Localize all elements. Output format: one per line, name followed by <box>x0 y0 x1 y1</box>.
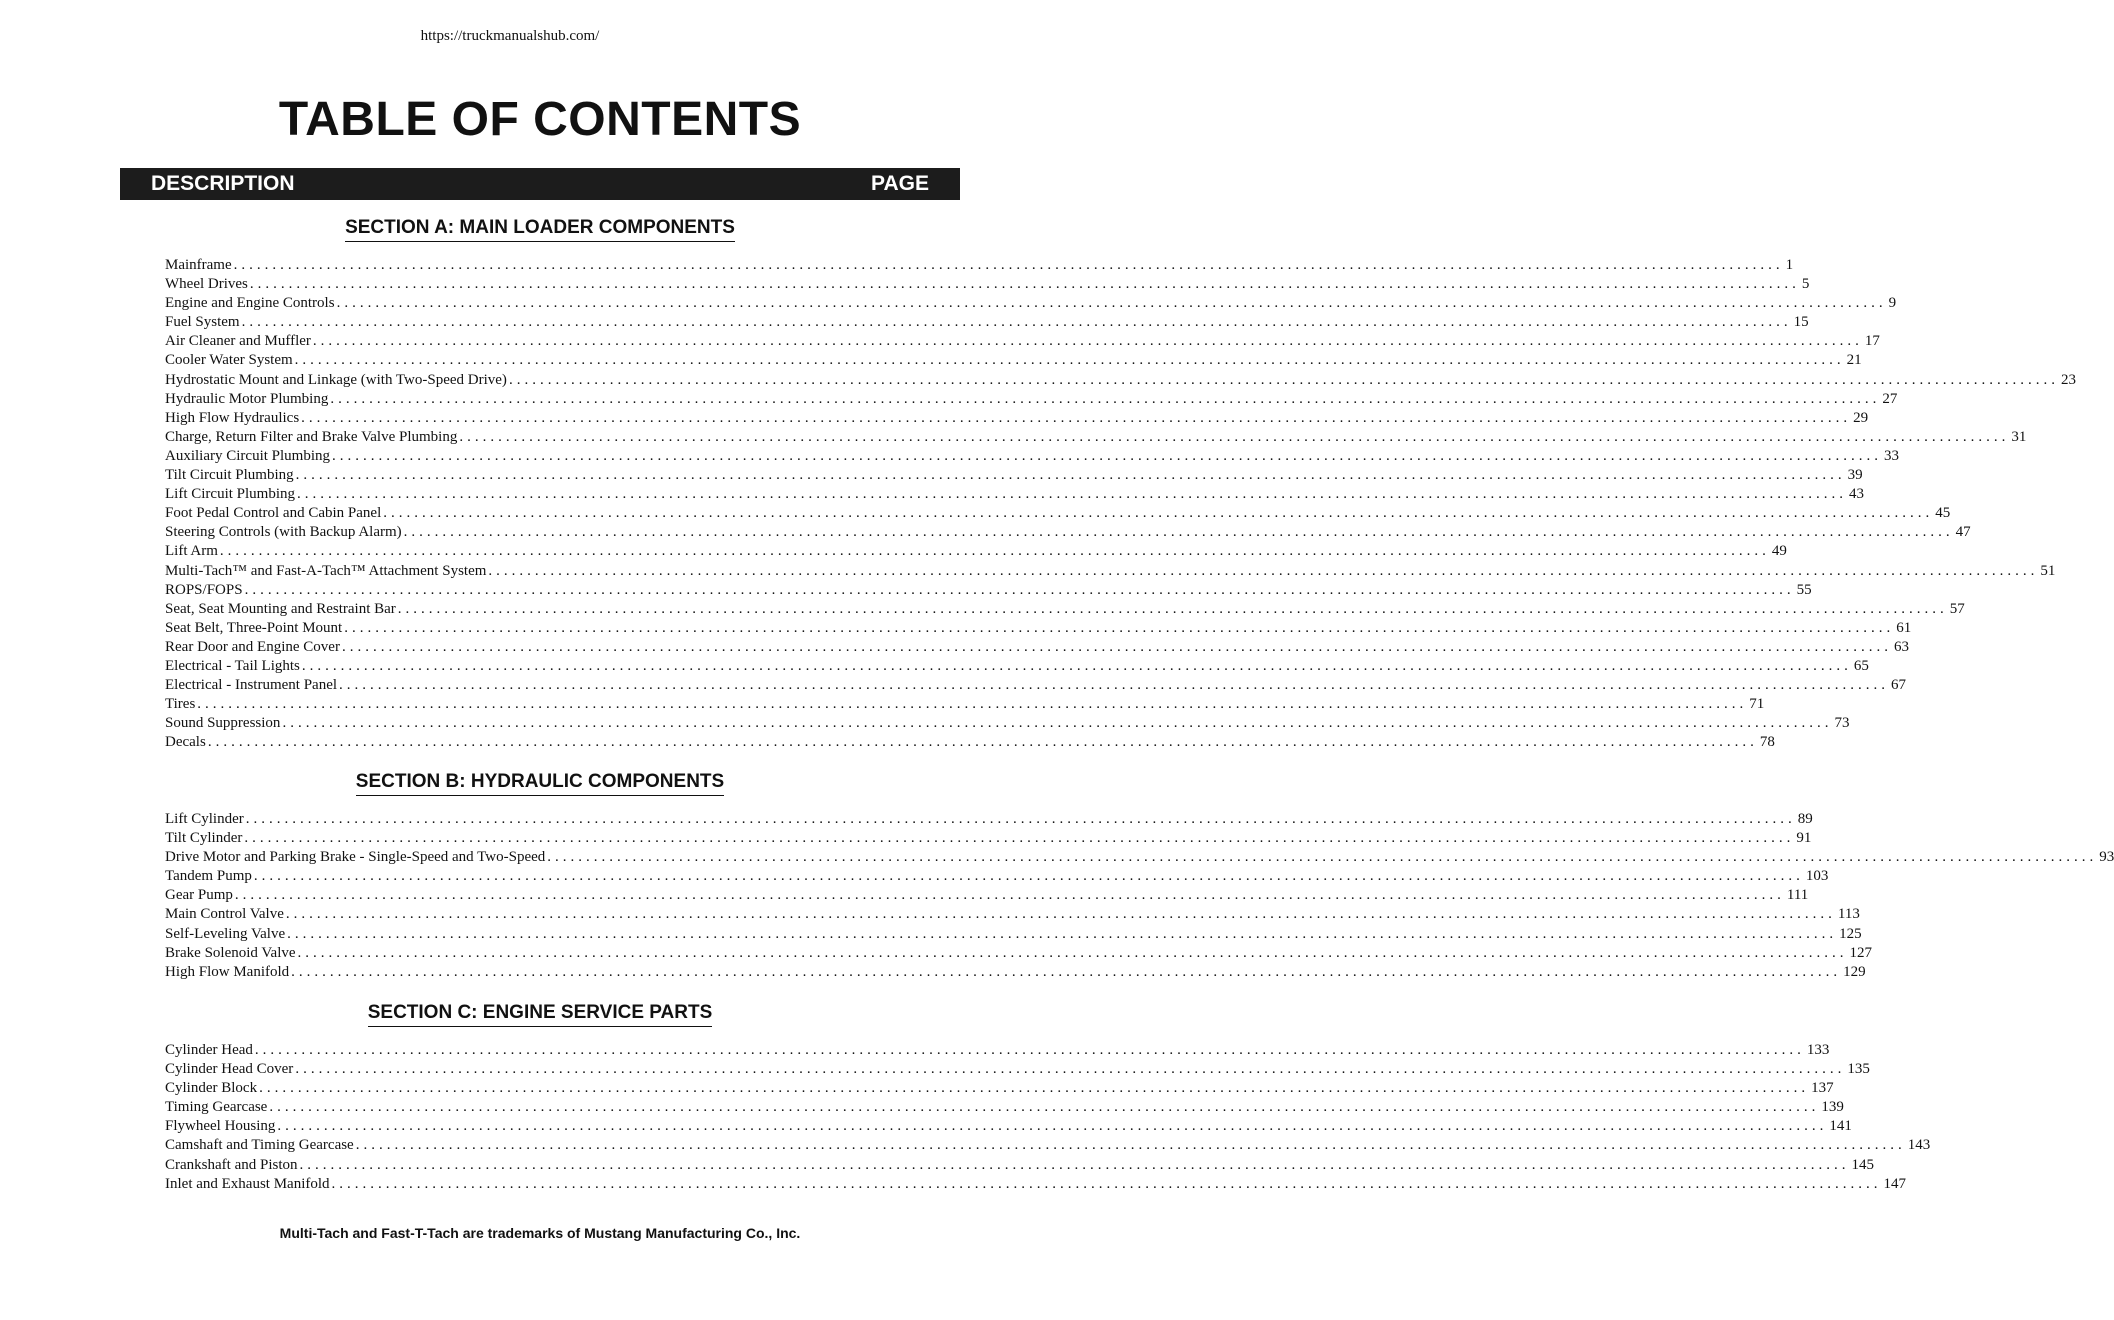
section-c-title: SECTION C: ENGINE SERVICE PARTS <box>0 1002 1080 1024</box>
toc-entry[interactable] <box>165 1079 1834 1098</box>
toc-entry[interactable] <box>165 1098 1844 1117</box>
toc-entry-page: 43 <box>1849 486 1864 503</box>
toc-entry-label: Cylinder Head Cover <box>165 1061 294 1078</box>
toc-entry[interactable] <box>165 695 1765 714</box>
dot-leader: ........................................................................................................................................................................................................ <box>383 505 1934 522</box>
toc-entry[interactable] <box>165 371 2076 390</box>
toc-entry-label: Electrical - Tail Lights <box>165 657 300 674</box>
dot-leader: ........................................................................................................................................................................................................ <box>254 1042 1805 1058</box>
toc-entry[interactable] <box>165 428 2027 447</box>
dot-leader: ........................................................................................................................................................................................................ <box>488 562 2039 579</box>
toc-entry[interactable] <box>165 1117 1852 1136</box>
toc-entry-label: Charge, Return Filter and Brake Valve Plumbing <box>165 428 458 445</box>
dot-leader: ........................................................................................................................................................................................................ <box>297 944 1848 961</box>
toc-entry[interactable] <box>165 1175 1907 1194</box>
toc-entry[interactable] <box>165 523 1971 542</box>
dot-leader: ........................................................................................................................................................................................................ <box>234 887 1785 904</box>
toc-entry[interactable] <box>165 1136 1931 1155</box>
toc-entry[interactable] <box>165 925 1862 944</box>
dot-leader: ........................................................................................................................................................................................................ <box>459 428 2010 445</box>
section-b-list <box>165 810 2114 982</box>
toc-entry[interactable] <box>165 504 1951 523</box>
toc-entry-label: Tires <box>165 696 196 713</box>
toc-entry-page: 23 <box>2060 371 2076 388</box>
toc-entry-label: Crankshaft and Piston <box>165 1156 298 1173</box>
toc-entry[interactable] <box>165 332 1880 351</box>
toc-entry-page: 133 <box>1806 1042 1830 1058</box>
toc-entry[interactable] <box>165 313 1809 332</box>
toc-entry-label: Foot Pedal Control and Cabin Panel <box>165 505 382 522</box>
toc-entry-label: High Flow Hydraulics <box>165 409 300 426</box>
toc-entry-page: 63 <box>1893 638 1909 655</box>
toc-entry-page: 9 <box>1888 295 1897 312</box>
toc-entry-page: 65 <box>1853 657 1869 674</box>
dot-leader: ........................................................................................................................................................................................................ <box>331 1175 1882 1192</box>
toc-entry-page: 5 <box>1801 276 1810 293</box>
toc-entry-page: 125 <box>1839 925 1862 942</box>
dot-leader: ........................................................................................................................................................................................................ <box>245 811 1796 827</box>
toc-entry-page: 143 <box>1907 1137 1931 1154</box>
toc-entry[interactable] <box>165 466 1863 485</box>
toc-entry-page: 135 <box>1847 1061 1870 1078</box>
toc-entry-label: Cylinder Block <box>165 1080 258 1097</box>
toc-entry[interactable] <box>165 390 1898 409</box>
toc-entry-page: 113 <box>1837 906 1860 923</box>
toc-entry-label: Gear Pump <box>165 887 233 904</box>
dot-leader: ........................................................................................................................................................................................................ <box>244 830 1795 847</box>
toc-entry-label: Sound Suppression <box>165 715 281 732</box>
toc-entry[interactable] <box>165 848 2114 867</box>
toc-entry-page: 45 <box>1935 505 1951 522</box>
dot-leader: ........................................................................................................................................................................................................ <box>341 638 1892 655</box>
toc-entry-label: Cylinder Head <box>165 1042 253 1058</box>
dot-leader: ........................................................................................................................................................................................................ <box>285 906 1836 923</box>
toc-entry[interactable] <box>165 905 1860 924</box>
dot-leader: ........................................................................................................................................................................................................ <box>282 715 1833 732</box>
dot-leader: ........................................................................................................................................................................................................ <box>344 619 1895 636</box>
toc-entry-page: 139 <box>1821 1099 1844 1116</box>
toc-entry-label: Seat, Seat Mounting and Restraint Bar <box>165 600 396 617</box>
dot-leader: ........................................................................................................................................................................................................ <box>219 543 1770 560</box>
toc-entry-label: Rear Door and Engine Cover <box>165 638 340 655</box>
toc-entry-page: 111 <box>1786 887 1809 904</box>
toc-entry-page: 55 <box>1796 581 1812 598</box>
toc-entry-page: 1 <box>1785 257 1794 273</box>
toc-entry-label: Tilt Circuit Plumbing <box>165 467 294 484</box>
toc-entry-label: Timing Gearcase <box>165 1099 268 1116</box>
toc-entry-label: Fuel System <box>165 314 240 331</box>
toc-entry-page: 33 <box>1884 447 1899 464</box>
toc-entry-label: Mainframe <box>165 257 232 273</box>
dot-leader: ........................................................................................................................................................................................................ <box>259 1080 1810 1097</box>
dot-leader: ........................................................................................................................................................................................................ <box>295 1061 1846 1078</box>
toc-entry-label: Inlet and Exhaust Manifold <box>165 1175 330 1192</box>
toc-entry[interactable] <box>165 1041 1830 1060</box>
toc-entry[interactable] <box>165 657 1869 676</box>
toc-entry[interactable] <box>165 447 1899 466</box>
toc-entry-label: Electrical - Instrument Panel <box>165 677 338 694</box>
dot-leader: ........................................................................................................................................................................................................ <box>233 257 1784 273</box>
dot-leader: ........................................................................................................................................................................................................ <box>339 677 1890 694</box>
dot-leader: ........................................................................................................................................................................................................ <box>207 734 1758 751</box>
dot-leader: ........................................................................................................................................................................................................ <box>291 963 1842 980</box>
toc-entry[interactable] <box>165 1156 1874 1175</box>
toc-entry-page: 15 <box>1793 314 1809 331</box>
dot-leader: ........................................................................................................................................................................................................ <box>336 295 1887 312</box>
toc-entry-page: 67 <box>1891 677 1907 694</box>
toc-entry[interactable] <box>165 562 2056 581</box>
toc-entry-page: 47 <box>1955 524 1971 541</box>
toc-entry[interactable] <box>165 714 1850 733</box>
toc-entry-page: 145 <box>1851 1156 1874 1173</box>
toc-entry-label: ROPS/FOPS <box>165 581 243 598</box>
dot-leader: ........................................................................................................................................................................................................ <box>241 314 1792 331</box>
toc-entry-page: 103 <box>1805 868 1829 885</box>
toc-entry-label: Air Cleaner and Muffler <box>165 333 311 350</box>
page-column-label: PAGE <box>871 172 929 195</box>
toc-entry-label: Decals <box>165 734 206 751</box>
section-c-list <box>165 1041 1931 1194</box>
dot-leader: ........................................................................................................................................................................................................ <box>253 868 1804 885</box>
section-a-title: SECTION A: MAIN LOADER COMPONENTS <box>0 217 1080 239</box>
toc-entry-page: 73 <box>1834 715 1850 732</box>
toc-entry-label: Lift Circuit Plumbing <box>165 486 295 503</box>
dot-leader: ........................................................................................................................................................................................................ <box>294 352 1845 369</box>
toc-entry-label: Multi-Tach™ and Fast-A-Tach™ Attachment System <box>165 562 487 579</box>
toc-entry-page: 93 <box>2099 849 2114 866</box>
toc-entry-label: Hydraulic Motor Plumbing <box>165 390 329 407</box>
source-url[interactable]: https://truckmanualshub.com/ <box>420 28 600 44</box>
toc-entry-label: Steering Controls (with Backup Alarm) <box>165 524 402 541</box>
toc-entry-label: Auxiliary Circuit Plumbing <box>165 447 330 464</box>
toc-entry-label: Tandem Pump <box>165 868 252 885</box>
dot-leader: ........................................................................................................................................................................................................ <box>330 390 1881 407</box>
dot-leader: ........................................................................................................................................................................................................ <box>301 657 1852 674</box>
toc-entry[interactable] <box>165 829 1812 848</box>
toc-entry-label: Flywheel Housing <box>165 1118 276 1135</box>
dot-leader: ........................................................................................................................................................................................................ <box>277 1118 1828 1135</box>
toc-entry[interactable] <box>165 638 1909 657</box>
toc-entry-page: 71 <box>1749 696 1765 713</box>
toc-entry-page: 17 <box>1864 333 1880 350</box>
toc-entry[interactable] <box>165 963 1866 982</box>
toc-entry[interactable] <box>165 294 1897 313</box>
toc-entry-label: Lift Cylinder <box>165 811 244 827</box>
toc-entry-label: Engine and Engine Controls <box>165 295 335 312</box>
toc-entry-label: Hydrostatic Mount and Linkage (with Two-Speed Drive) <box>165 371 507 388</box>
dot-leader: ........................................................................................................................................................................................................ <box>301 409 1852 426</box>
dot-leader: ........................................................................................................................................................................................................ <box>547 849 2098 866</box>
toc-entry[interactable] <box>165 581 1812 600</box>
toc-entry[interactable] <box>165 886 1809 905</box>
dot-leader: ........................................................................................................................................................................................................ <box>403 524 1954 541</box>
toc-entry-page: 78 <box>1759 734 1775 751</box>
toc-entry[interactable] <box>165 810 1813 829</box>
toc-entry[interactable] <box>165 733 1775 752</box>
toc-entry-page: 137 <box>1811 1080 1834 1097</box>
dot-leader: ........................................................................................................................................................................................................ <box>397 600 1948 617</box>
toc-entry[interactable] <box>165 600 1965 619</box>
dot-leader: ........................................................................................................................................................................................................ <box>295 467 1846 484</box>
toc-entry-label: Lift Arm <box>165 543 218 560</box>
dot-leader: ........................................................................................................................................................................................................ <box>297 486 1847 503</box>
toc-entry-label: Drive Motor and Parking Brake - Single-Speed and Two-Speed <box>165 849 546 866</box>
toc-entry-label: Cooler Water System <box>165 352 293 369</box>
trademark-footer: Multi-Tach and Fast-T-Tach are trademarks of Mustang Manufacturing Co., Inc. <box>279 1225 801 1241</box>
toc-entry-page: 27 <box>1882 390 1898 407</box>
toc-entry[interactable] <box>165 275 1810 294</box>
dot-leader: ........................................................................................................................................................................................................ <box>197 696 1748 713</box>
toc-entry[interactable] <box>165 867 1829 886</box>
toc-entry-page: 127 <box>1849 944 1873 961</box>
page-title: TABLE OF CONTENTS <box>278 93 802 146</box>
toc-entry[interactable] <box>165 409 1869 428</box>
toc-entry[interactable] <box>165 676 1907 695</box>
toc-entry-page: 141 <box>1829 1118 1852 1135</box>
toc-entry[interactable] <box>165 256 1794 275</box>
toc-entry-label: Self-Leveling Valve <box>165 925 286 942</box>
toc-entry-page: 51 <box>2040 562 2056 579</box>
toc-entry-page: 61 <box>1896 619 1912 636</box>
dot-leader: ........................................................................................................................................................................................................ <box>287 925 1838 942</box>
description-column-label: DESCRIPTION <box>151 172 295 195</box>
dot-leader: ........................................................................................................................................................................................................ <box>249 276 1800 293</box>
toc-entry-label: High Flow Manifold <box>165 963 290 980</box>
toc-entry[interactable] <box>165 351 1862 370</box>
toc-entry-page: 49 <box>1771 543 1787 560</box>
toc-entry[interactable] <box>165 485 1864 504</box>
toc-entry[interactable] <box>165 944 1873 963</box>
toc-entry[interactable] <box>165 619 1912 638</box>
toc-entry-page: 129 <box>1843 963 1866 980</box>
toc-entry-label: Seat Belt, Three-Point Mount <box>165 619 343 636</box>
toc-entry-page: 21 <box>1846 352 1862 369</box>
section-b-title: SECTION B: HYDRAULIC COMPONENTS <box>0 771 1080 793</box>
toc-entry-page: 39 <box>1847 467 1863 484</box>
toc-entry-label: Wheel Drives <box>165 276 248 293</box>
toc-entry-label: Main Control Valve <box>165 906 284 923</box>
dot-leader: ........................................................................................................................................................................................................ <box>332 447 1882 464</box>
toc-entry[interactable] <box>165 542 1787 561</box>
dot-leader: ........................................................................................................................................................................................................ <box>299 1156 1850 1173</box>
dot-leader: ........................................................................................................................................................................................................ <box>508 371 2059 388</box>
column-header-bar <box>120 168 960 200</box>
toc-entry-label: Camshaft and Timing Gearcase <box>165 1137 354 1154</box>
toc-entry[interactable] <box>165 1060 1870 1079</box>
section-a-list <box>165 256 2076 752</box>
toc-entry-label: Tilt Cylinder <box>165 830 243 847</box>
dot-leader: ........................................................................................................................................................................................................ <box>312 333 1863 350</box>
dot-leader: ........................................................................................................................................................................................................ <box>244 581 1795 598</box>
dot-leader: ........................................................................................................................................................................................................ <box>269 1099 1820 1116</box>
toc-entry-label: Brake Solenoid Valve <box>165 944 296 961</box>
toc-entry-page: 29 <box>1853 409 1869 426</box>
toc-entry-page: 91 <box>1796 830 1812 847</box>
toc-entry-page: 89 <box>1797 811 1813 827</box>
dot-leader: ........................................................................................................................................................................................................ <box>355 1137 1906 1154</box>
toc-entry-page: 57 <box>1949 600 1965 617</box>
toc-entry-page: 31 <box>2011 428 2027 445</box>
toc-entry-page: 147 <box>1883 1175 1907 1192</box>
